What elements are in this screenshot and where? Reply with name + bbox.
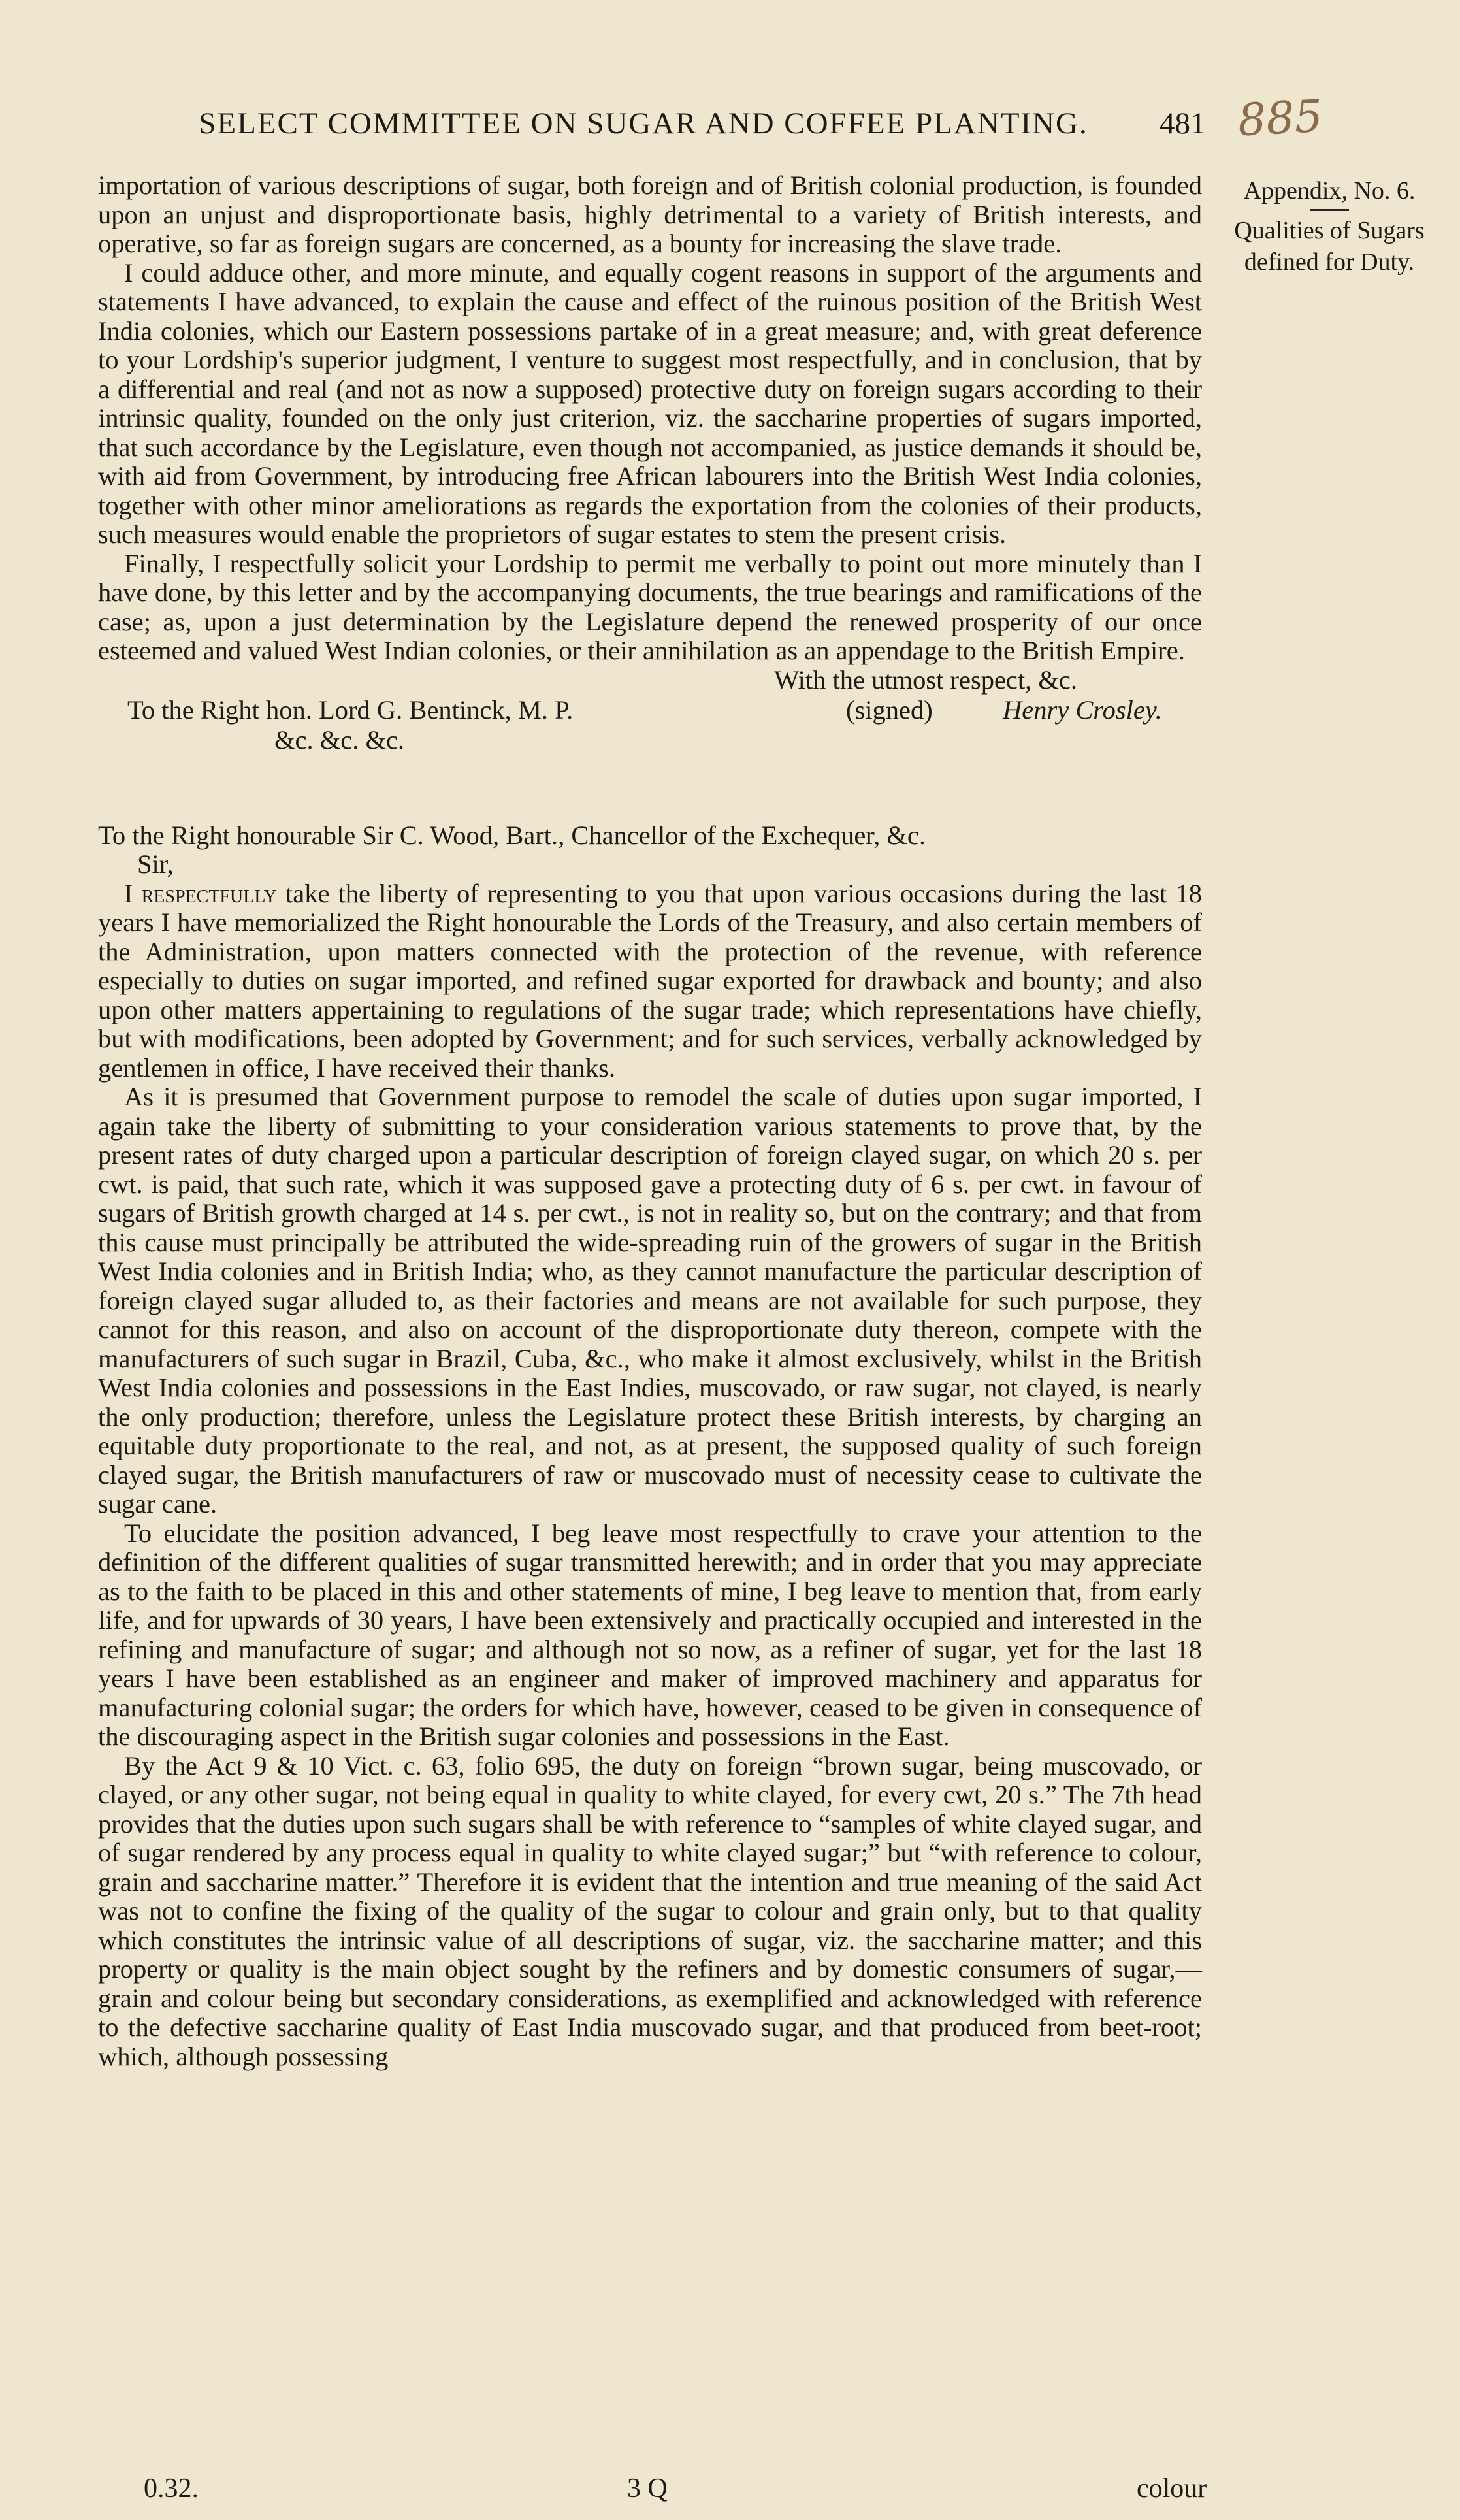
page-footer (144, 2473, 1222, 2512)
letter2-paragraph-4: By the Act 9 & 10 Vict. c. 63, folio 695, the duty on foreign “brown sugar, being muscovado, or clayed, or any other sugar, not being equal in quality to white clayed, for every cwt, 20 s.” The 7th head provides that the duties upon such sugars shall be with reference to “samples of white clayed sugar, and of sugar rendered by any process equal in quality to white clayed sugar;” but “with reference to colour, grain and saccharine matter.” Therefore it is evident that the intention and true meaning of the said Act was not to confine the fixing of the quality of the sugar to colour and grain only, but to that quality which constitutes the intrinsic value of all descriptions of sugar, viz. the saccharine matter; and this property or quality is the main object sought by the refiners and by domestic consumers of sugar,—grain and colour being but secondary considerations, as exemplified and acknowledged with reference to the defective saccharine quality of East India muscovado sugar, and that produced from beet-root; which, although possessing (98, 1750, 1202, 2071)
section-gap (98, 756, 1202, 821)
letter2-address: To the Right honourable Sir C. Wood, Bart., Chancellor of the Exchequer, &c. (98, 820, 926, 850)
letter2-paragraph-1 (98, 879, 1202, 1083)
appendix-label: Appendix, No. 6. (1243, 177, 1416, 205)
page-number: 481 (1160, 106, 1206, 140)
running-header (186, 90, 1324, 152)
letter1-etc: &c. &c. &c. (274, 725, 405, 755)
letter2-paragraph-3: To elucidate the position advanced, I beg leave most respectfully to crave your attention to the definition of the different qualities of sugar transmitted herewith; and in order that you may appreciate as to the faith to be placed in this and other statements of mine, I beg leave to mention that, from early life, and for upwards of 30 years, I have been extensively and practically occupied and interested in the refining and manufacture of sugar; and although not so now, as a refiner of sugar, yet for the last 18 years I have been established as an engineer and maker of improved machinery and apparatus for manufacturing colonial sugar; the orders for which have, however, ceased to be given in consequence of the discouraging aspect in the British sugar colonies and possessions in the East. (98, 1518, 1202, 1751)
body-text (98, 171, 1202, 2071)
margin-note-line-2: defined for Duty. (1244, 248, 1415, 276)
letter1-paragraph-1: importation of various descriptions of sugar, both foreign and of British colonial production, is founded upon an unjust and disproportionate basis, highly detrimental to a variety of British interests, and operative, so far as foreign sugars are concerned, as a bounty for increasing the slave trade. (98, 171, 1202, 258)
letter1-closing: With the utmost respect, &c. (774, 664, 1078, 695)
etc-line (98, 726, 1202, 756)
letter2-salutation: Sir, (137, 849, 174, 879)
letter1-recipient: To the Right hon. Lord G. Bentinck, M. P. (127, 695, 574, 725)
margin-note-line-1: Qualities of Sugars (1234, 217, 1425, 244)
handwritten-folio-number: 885 (1237, 90, 1324, 147)
letter2-paragraph-2: As it is presumed that Government purpose to remodel the scale of duties upon sugar imported, I again take the liberty of submitting to your consideration various statements to prove that, by the present rates of duty charged upon a particular description of foreign clayed sugar, on which 20 s. per cwt. is paid, that such rate, which it was supposed gave a protecting duty of 6 s. per cwt. in favour of sugars of British growth charged at 14 s. per cwt., is not in reality so, but on the contrary; and that from this cause must principally be attributed the wide-spreading ruin of the growers of sugar in the British West India colonies and in British India; who, as they cannot manufacture the particular description of foreign clayed sugar alluded to, as their factories and means are not available for such purpose, they cannot for this reason, and also on account of the disproportionate duty thereon, compete with the manufacturers of such sugar in Brazil, Cuba, &c., who make it almost exclusively, whilst in the British West India colonies and possessions in the East Indies, muscovado, or raw sugar, not clayed, is nearly the only production; therefore, unless the Legislature protect these British interests, by charging an equitable duty proportionate to the real, and not, as at present, the supposed quality of such foreign clayed sugar, the British manufacturers of raw or muscovado must of necessity cease to cultivate the sugar cane. (98, 1082, 1202, 1518)
signature-line (98, 696, 1202, 726)
signature-mark: 3 Q (627, 2474, 668, 2504)
signature-name: Henry Crosley. (1003, 695, 1162, 725)
letter2-paragraph-1-text: take the liberty of representing to you that upon various occasions during the last 18 years I have memorialized the Right honourable the Lords of the Treasury, and also certain members of the Administration, upon matters connected with the protection of the revenue, with reference especially to duties on sugar imported, and refined sugar exported for drawback and bounty; and also upon other matters appertaining to regulations of the sugar trade; which representations have chiefly, but with modifications, been adopted by Government; and for such services, verbally acknowledged by gentlemen in office, I have received their thanks. (98, 878, 1202, 1083)
footer-number: 0.32. (144, 2474, 199, 2504)
margin-divider (1310, 209, 1349, 211)
letter1-paragraph-3: Finally, I respectfully solicit your Lordship to permit me verbally to point out more minutely than I have done, by this letter and by the accompanying documents, the true bearings and ramifications of the case; as, upon a just determination by the Legislature depend the renewed prosperity of our once esteemed and valued West Indian colonies, or their annihilation as an appendage to the British Empire. (98, 548, 1202, 665)
letter1-paragraph-2: I could adduce other, and more minute, and equally cogent reasons in support of the arguments and statements I have advanced, to explain the cause and effect of the ruinous position of the British West India colonies, which our Eastern possessions partake of in a great measure; and, with great deference to your Lordship's superior judgment, I venture to suggest most respectfully, and in conclusion, that by a differential and real (and not as now a supposed) protective duty on foreign sugars according to their intrinsic quality, founded on the only just criterion, viz. the saccharine properties of sugars imported, that such accordance by the Legislature, even though not accompanied, as justice demands it should be, with aid from Government, by introducing free African labourers into the British West India colonies, together with other minor ameliorations as regards the exportation from the colonies of their products, such measures would enable the proprietors of sugar estates to stem the present crisis. (98, 257, 1202, 549)
closing-line (98, 666, 1202, 696)
catchword: colour (1137, 2474, 1207, 2504)
margin-note (1218, 175, 1440, 278)
opening-word: I respectfully (124, 878, 277, 908)
signed-label: (signed) (846, 695, 933, 725)
header-title: SELECT COMMITTEE ON SUGAR AND COFFEE PLANTING. (199, 106, 1088, 140)
